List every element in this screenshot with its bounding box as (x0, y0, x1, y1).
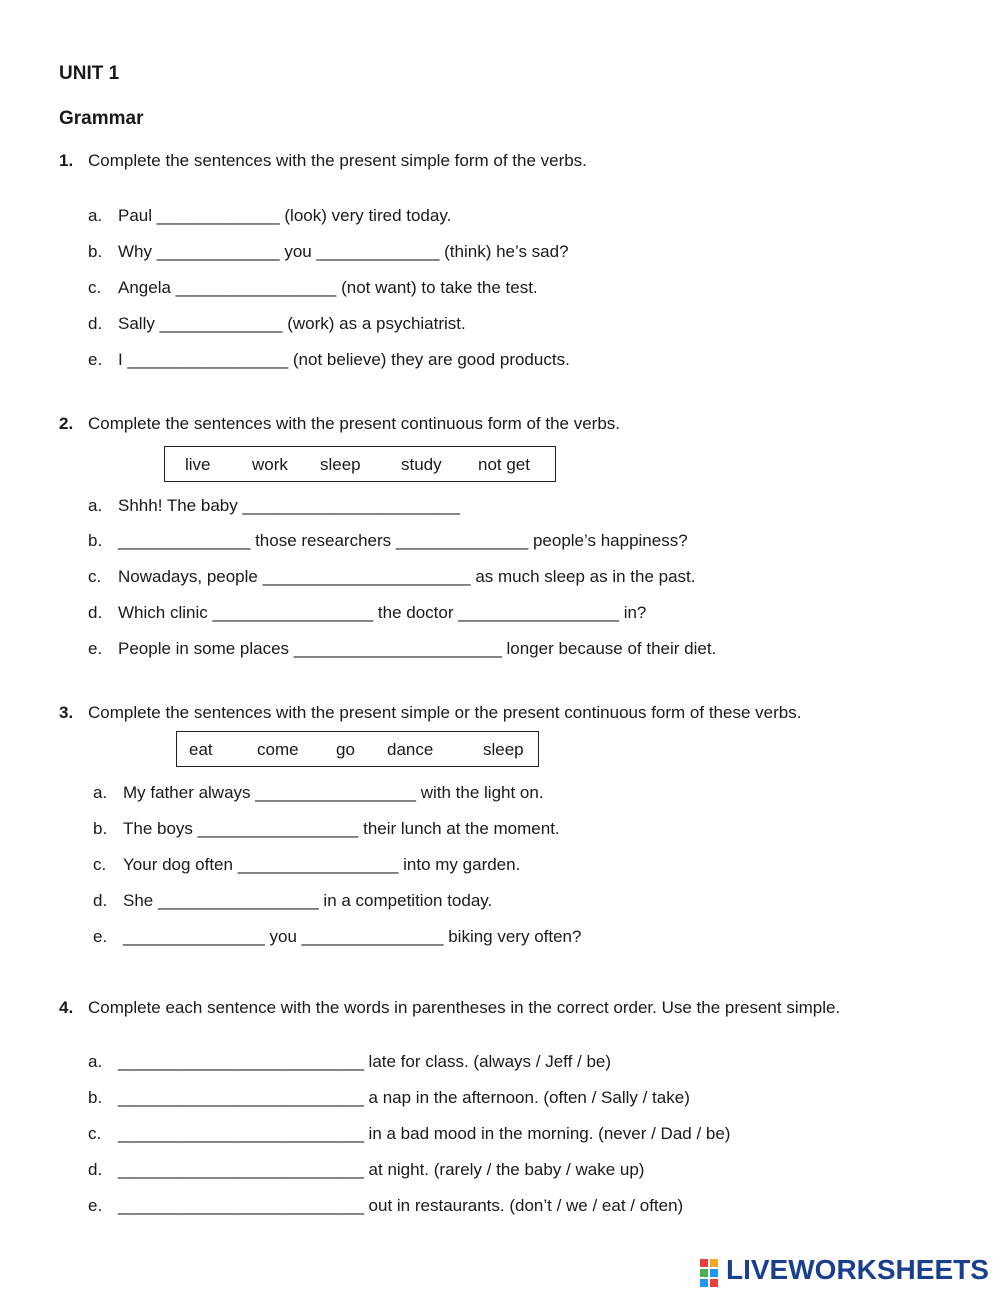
ex2-item-a-letter: a. (88, 496, 103, 515)
ex1-item-a-letter: a. (88, 206, 103, 225)
logo-square-icon (710, 1259, 718, 1267)
exercise-1-number: 1. (59, 151, 74, 170)
ex1-item-d-text: Sally _____________ (work) as a psychiatrist. (118, 314, 466, 333)
ex2-item-c-letter: c. (88, 567, 102, 586)
ex2-item-e-text: People in some places ______________________ longer because of their diet. (118, 639, 717, 658)
ex2-item-b-letter: b. (88, 531, 103, 550)
ex3-item-b-text: The boys _________________ their lunch at the moment. (123, 819, 560, 838)
exercise-3-word-box (176, 731, 539, 767)
word-box-word: go (336, 740, 355, 759)
logo-square-icon (700, 1259, 708, 1267)
ex3-item-a-letter: a. (93, 783, 108, 802)
ex1-item-d-letter: d. (88, 314, 103, 333)
ex1-item-c-letter: c. (88, 278, 102, 297)
ex3-item-c-letter: c. (93, 855, 107, 874)
ex3-item-e-text: _______________ you _______________ biking very often? (123, 927, 582, 946)
exercise-3-number: 3. (59, 703, 74, 722)
unit-title: UNIT 1 (59, 63, 120, 84)
word-box-word: study (401, 455, 442, 474)
ex2-item-c-text: Nowadays, people ______________________ as much sleep as in the past. (118, 567, 696, 586)
exercise-3-instruction: Complete the sentences with the present simple or the present continuous form of these verbs. (88, 703, 802, 722)
ex3-item-e-letter: e. (93, 927, 108, 946)
ex1-item-b-text: Why _____________ you _____________ (think) he’s sad? (118, 242, 569, 261)
ex1-item-b-letter: b. (88, 242, 103, 261)
ex4-item-a-letter: a. (88, 1052, 103, 1071)
exercise-2-word-box (164, 446, 556, 482)
ex1-item-e-text: I _________________ (not believe) they are good products. (118, 350, 570, 369)
word-box-word: live (185, 455, 211, 474)
section-title: Grammar (59, 108, 144, 129)
ex3-item-d-letter: d. (93, 891, 108, 910)
ex2-item-e-letter: e. (88, 639, 103, 658)
exercise-1-instruction: Complete the sentences with the present simple form of the verbs. (88, 151, 587, 170)
ex4-item-d-letter: d. (88, 1160, 103, 1179)
word-box-word: sleep (320, 455, 361, 474)
ex4-item-e-text: __________________________ out in restaurants. (don’t / we / eat / often) (118, 1196, 684, 1215)
word-box-word: work (252, 455, 288, 474)
word-box-word: not get (478, 455, 530, 474)
ex2-item-d-text: Which clinic _________________ the doctor _________________ in? (118, 603, 647, 622)
exercise-2-instruction: Complete the sentences with the present continuous form of the verbs. (88, 414, 621, 433)
logo-square-icon (710, 1269, 718, 1277)
ex2-item-b-text: ______________ those researchers ______________ people’s happiness? (118, 531, 688, 550)
exercise-2-number: 2. (59, 414, 74, 433)
ex4-item-d-text: __________________________ at night. (rarely / the baby / wake up) (118, 1160, 645, 1179)
ex3-item-a-text: My father always _________________ with the light on. (123, 783, 544, 802)
ex3-item-b-letter: b. (93, 819, 108, 838)
ex4-item-b-text: __________________________ a nap in the afternoon. (often / Sally / take) (118, 1088, 690, 1107)
ex4-item-c-letter: c. (88, 1124, 102, 1143)
word-box-word: dance (387, 740, 434, 759)
logo-text: LIVEWORKSHEETS (726, 1254, 989, 1285)
word-box-word: come (257, 740, 299, 759)
ex4-item-c-text: __________________________ in a bad mood in the morning. (never / Dad / be) (118, 1124, 731, 1143)
logo-square-icon (700, 1269, 708, 1277)
word-box-word: eat (189, 740, 213, 759)
ex2-item-d-letter: d. (88, 603, 103, 622)
ex1-item-e-letter: e. (88, 350, 103, 369)
logo-square-icon (700, 1279, 708, 1287)
ex2-item-a-text: Shhh! The baby _______________________ (118, 496, 460, 515)
word-box-word: sleep (483, 740, 524, 759)
logo-square-icon (710, 1279, 718, 1287)
exercise-4-number: 4. (59, 998, 74, 1017)
ex4-item-e-letter: e. (88, 1196, 103, 1215)
ex1-item-c-text: Angela _________________ (not want) to take the test. (118, 278, 538, 297)
ex1-item-a-text: Paul _____________ (look) very tired today. (118, 206, 452, 225)
ex3-item-d-text: She _________________ in a competition today. (123, 891, 493, 910)
ex3-item-c-text: Your dog often _________________ into my garden. (123, 855, 521, 874)
ex4-item-a-text: __________________________ late for class. (always / Jeff / be) (118, 1052, 612, 1071)
exercise-4-instruction: Complete each sentence with the words in parentheses in the correct order. Use the present simple. (88, 998, 841, 1017)
ex4-item-b-letter: b. (88, 1088, 103, 1107)
